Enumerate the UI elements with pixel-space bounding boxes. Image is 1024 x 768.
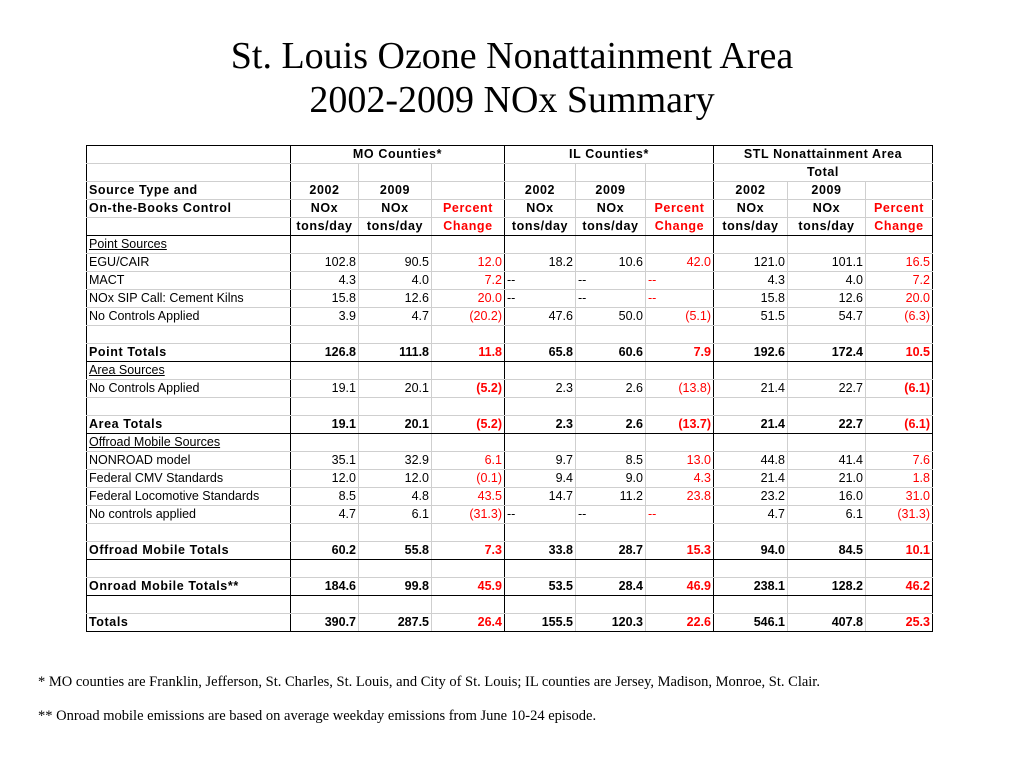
header-cell: 2009 [788,182,866,200]
table-cell [788,434,866,452]
percent-change-cell: 7.3 [432,542,505,560]
header-cell: NOx [359,200,432,218]
percent-change-cell: 7.9 [646,344,714,362]
row-label: Federal Locomotive Standards [87,488,291,506]
table-cell [359,560,432,578]
percent-change-cell: 22.6 [646,614,714,632]
table-cell [866,236,933,254]
value-cell: 22.7 [788,380,866,398]
percent-change-cell: (6.1) [866,416,933,434]
percent-change-cell: (6.1) [866,380,933,398]
table-row [87,380,933,398]
percent-change-cell: (6.3) [866,308,933,326]
value-cell: 12.6 [788,290,866,308]
value-cell: 126.8 [291,344,359,362]
table-cell [646,596,714,614]
table-row [87,524,933,542]
value-cell: 8.5 [576,452,646,470]
table-cell [505,524,576,542]
value-cell: 2.3 [505,416,576,434]
header-cell [87,146,291,164]
header-cell: Change [866,218,933,236]
table-row [87,614,933,632]
header-cell: NOx [576,200,646,218]
value-cell: 6.1 [359,506,432,524]
table-cell [505,434,576,452]
value-cell: 9.7 [505,452,576,470]
header-cell: NOx [291,200,359,218]
value-cell: 60.6 [576,344,646,362]
table-cell [291,560,359,578]
value-cell: 94.0 [714,542,788,560]
table-cell [714,398,788,416]
table-row [87,362,933,380]
value-cell: 155.5 [505,614,576,632]
percent-change-cell: 20.0 [432,290,505,308]
value-cell: 4.7 [291,506,359,524]
table-cell [714,362,788,380]
value-cell: 54.7 [788,308,866,326]
percent-change-cell: 10.1 [866,542,933,560]
value-cell: 53.5 [505,578,576,596]
nox-summary-table [86,145,933,632]
table-cell [714,326,788,344]
value-cell: 2.3 [505,380,576,398]
value-cell: 121.0 [714,254,788,272]
percent-change-cell: (5.2) [432,416,505,434]
header-cell: 2002 [291,182,359,200]
value-cell: 55.8 [359,542,432,560]
value-cell: 21.4 [714,416,788,434]
value-cell: 192.6 [714,344,788,362]
row-label: Point Totals [87,344,291,362]
table-cell [291,326,359,344]
header-row [87,218,933,236]
table-cell [505,560,576,578]
percent-change-cell: 23.8 [646,488,714,506]
percent-change-cell: 12.0 [432,254,505,272]
value-cell: 21.0 [788,470,866,488]
table-cell [359,398,432,416]
table-cell [432,434,505,452]
table-cell [788,398,866,416]
value-cell: -- [576,506,646,524]
table-cell [714,524,788,542]
header-row [87,182,933,200]
percent-change-cell: 45.9 [432,578,505,596]
value-cell: 172.4 [788,344,866,362]
value-cell: 546.1 [714,614,788,632]
value-cell: 102.8 [291,254,359,272]
percent-change-cell: 46.9 [646,578,714,596]
value-cell: 128.2 [788,578,866,596]
percent-change-cell: 6.1 [432,452,505,470]
header-cell [576,164,646,182]
header-label: Source Type and [87,182,291,200]
title-line-1: St. Louis Ozone Nonattainment Area [230,35,794,77]
table-cell [714,434,788,452]
value-cell: 287.5 [359,614,432,632]
header-cell: Percent [432,200,505,218]
value-cell: 4.8 [359,488,432,506]
table-row [87,236,933,254]
value-cell: -- [505,290,576,308]
table-cell [505,398,576,416]
table-cell [291,398,359,416]
value-cell: 21.4 [714,380,788,398]
row-label: Onroad Mobile Totals** [87,578,291,596]
value-cell: 4.7 [714,506,788,524]
table-cell [646,236,714,254]
table-row [87,596,933,614]
value-cell: 35.1 [291,452,359,470]
percent-change-cell: (13.7) [646,416,714,434]
value-cell: 12.6 [359,290,432,308]
table-cell [866,560,933,578]
table-cell [291,236,359,254]
table-cell [788,596,866,614]
table-cell [576,326,646,344]
table-cell [646,362,714,380]
table-cell [576,524,646,542]
table-row [87,578,933,596]
percent-change-cell: -- [646,506,714,524]
table-row [87,560,933,578]
table-cell [359,524,432,542]
header-cell: tons/day [788,218,866,236]
value-cell: 50.0 [576,308,646,326]
value-cell: 8.5 [291,488,359,506]
table-cell [576,362,646,380]
table-row [87,416,933,434]
header-cell: 2009 [576,182,646,200]
table-row [87,488,933,506]
value-cell: 19.1 [291,380,359,398]
header-cell: tons/day [359,218,432,236]
table-cell [505,596,576,614]
table-cell [646,524,714,542]
value-cell: 238.1 [714,578,788,596]
percent-change-cell: 15.3 [646,542,714,560]
value-cell: 11.2 [576,488,646,506]
value-cell: 9.4 [505,470,576,488]
table-cell [291,434,359,452]
header-cell: tons/day [291,218,359,236]
row-label: No Controls Applied [87,380,291,398]
table-cell [432,236,505,254]
value-cell: 184.6 [291,578,359,596]
percent-change-cell: 25.3 [866,614,933,632]
value-cell: 19.1 [291,416,359,434]
table-cell [646,560,714,578]
table-cell [714,596,788,614]
header-cell [291,164,359,182]
header-cell: 2002 [505,182,576,200]
header-row-total [87,164,933,182]
value-cell: 10.6 [576,254,646,272]
header-cell: tons/day [576,218,646,236]
value-cell: 15.8 [291,290,359,308]
table-cell [87,560,291,578]
table-cell [291,362,359,380]
table-cell [576,434,646,452]
header-cell: Percent [646,200,714,218]
percent-change-cell: 16.5 [866,254,933,272]
header-cell: 2009 [359,182,432,200]
header-cell [866,182,933,200]
table-cell [788,524,866,542]
header-cell: Change [646,218,714,236]
percent-change-cell: (5.2) [432,380,505,398]
percent-change-cell: 7.2 [866,272,933,290]
header-cell: NOx [505,200,576,218]
header-cell [432,164,505,182]
table-cell [646,326,714,344]
value-cell: 90.5 [359,254,432,272]
percent-change-cell: 42.0 [646,254,714,272]
value-cell: 99.8 [359,578,432,596]
value-cell: 18.2 [505,254,576,272]
row-label: NOx SIP Call: Cement Kilns [87,290,291,308]
footnote-onroad: ** Onroad mobile emissions are based on average weekday emissions from June 10-24 episode. [38,708,597,724]
table-row [87,344,933,362]
table-cell [866,524,933,542]
table-row [87,308,933,326]
table-cell [87,596,291,614]
table-cell [432,398,505,416]
table-cell [866,434,933,452]
table-row [87,290,933,308]
value-cell: 44.8 [714,452,788,470]
value-cell: 390.7 [291,614,359,632]
percent-change-cell: 31.0 [866,488,933,506]
table-row [87,542,933,560]
value-cell: 3.9 [291,308,359,326]
header-cell [646,164,714,182]
table-cell [866,326,933,344]
value-cell: 6.1 [788,506,866,524]
percent-change-cell: -- [646,272,714,290]
header-row-groups [87,146,933,164]
table-row [87,470,933,488]
table-row [87,452,933,470]
table-cell [291,524,359,542]
row-label: Totals [87,614,291,632]
value-cell: 9.0 [576,470,646,488]
header-cell: Percent [866,200,933,218]
percent-change-cell: 43.5 [432,488,505,506]
value-cell: 20.1 [359,416,432,434]
table-row [87,398,933,416]
value-cell: 111.8 [359,344,432,362]
header-cell: tons/day [714,218,788,236]
header-cell [359,164,432,182]
header-cell: Change [432,218,505,236]
table-cell [291,596,359,614]
table-cell [359,434,432,452]
table-cell [714,560,788,578]
header-cell: NOx [788,200,866,218]
table-cell [788,236,866,254]
table-cell [432,326,505,344]
value-cell: 32.9 [359,452,432,470]
value-cell: 4.3 [291,272,359,290]
table-cell [87,524,291,542]
percent-change-cell: (20.2) [432,308,505,326]
value-cell: 407.8 [788,614,866,632]
section-label: Area Sources [87,362,291,380]
value-cell: 2.6 [576,380,646,398]
header-label: On-the-Books Control [87,200,291,218]
value-cell: 23.2 [714,488,788,506]
value-cell: 28.7 [576,542,646,560]
header-group-il: IL Counties* [505,146,714,164]
value-cell: 16.0 [788,488,866,506]
footnote-counties: * MO counties are Franklin, Jefferson, St. Charles, St. Louis, and City of St. Louis; IL counties are Jersey, Madison, Monroe, St. Clair. [38,674,820,690]
percent-change-cell: 10.5 [866,344,933,362]
value-cell: -- [576,290,646,308]
header-cell [432,182,505,200]
row-label: Offroad Mobile Totals [87,542,291,560]
value-cell: 84.5 [788,542,866,560]
table-cell [359,596,432,614]
table-cell [646,434,714,452]
table-cell [359,326,432,344]
header-cell [646,182,714,200]
percent-change-cell: 7.2 [432,272,505,290]
table-row [87,506,933,524]
value-cell: 21.4 [714,470,788,488]
value-cell: 60.2 [291,542,359,560]
percent-change-cell: 11.8 [432,344,505,362]
value-cell: 4.3 [714,272,788,290]
value-cell: 12.0 [291,470,359,488]
header-group-mo: MO Counties* [291,146,505,164]
table-cell [714,236,788,254]
table-row [87,272,933,290]
table-cell [359,236,432,254]
value-cell: -- [576,272,646,290]
percent-change-cell: -- [646,290,714,308]
percent-change-cell: (13.8) [646,380,714,398]
value-cell: 22.7 [788,416,866,434]
header-row [87,200,933,218]
value-cell: 47.6 [505,308,576,326]
value-cell: 28.4 [576,578,646,596]
value-cell: 14.7 [505,488,576,506]
table-cell [432,560,505,578]
table-cell [866,398,933,416]
value-cell: 33.8 [505,542,576,560]
row-label: Federal CMV Standards [87,470,291,488]
table-cell [866,596,933,614]
table-cell [432,596,505,614]
percent-change-cell: 46.2 [866,578,933,596]
percent-change-cell: (5.1) [646,308,714,326]
table-cell [432,524,505,542]
percent-change-cell: (31.3) [866,506,933,524]
value-cell: 65.8 [505,344,576,362]
title-line-2: 2002-2009 NOx Summary [309,79,715,121]
table-cell [788,362,866,380]
percent-change-cell: 7.6 [866,452,933,470]
row-label: MACT [87,272,291,290]
table-cell [646,398,714,416]
header-cell [505,164,576,182]
row-label: No Controls Applied [87,308,291,326]
value-cell: 51.5 [714,308,788,326]
table-row [87,434,933,452]
section-label: Point Sources [87,236,291,254]
percent-change-cell: 20.0 [866,290,933,308]
table-cell [505,362,576,380]
value-cell: 101.1 [788,254,866,272]
table-cell [432,362,505,380]
page-title [0,34,1024,122]
table-row [87,326,933,344]
table-cell [505,236,576,254]
header-group-stl: STL Nonattainment Area [714,146,933,164]
table-cell [359,362,432,380]
table-row [87,254,933,272]
header-cell: NOx [714,200,788,218]
value-cell: 120.3 [576,614,646,632]
header-label [87,218,291,236]
value-cell: 2.6 [576,416,646,434]
row-label: EGU/CAIR [87,254,291,272]
header-cell: tons/day [505,218,576,236]
value-cell: -- [505,506,576,524]
table-body [87,146,933,632]
value-cell: 41.4 [788,452,866,470]
value-cell: 20.1 [359,380,432,398]
percent-change-cell: 26.4 [432,614,505,632]
value-cell: 15.8 [714,290,788,308]
table-cell [576,398,646,416]
percent-change-cell: (31.3) [432,506,505,524]
value-cell: 4.0 [788,272,866,290]
table-cell [505,326,576,344]
header-group-total: Total [714,164,933,182]
table-cell [788,560,866,578]
percent-change-cell: 13.0 [646,452,714,470]
table-cell [866,362,933,380]
table-cell [87,326,291,344]
table-cell [576,236,646,254]
section-label: Offroad Mobile Sources [87,434,291,452]
row-label: NONROAD model [87,452,291,470]
value-cell: -- [505,272,576,290]
percent-change-cell: (0.1) [432,470,505,488]
value-cell: 12.0 [359,470,432,488]
row-label: Area Totals [87,416,291,434]
percent-change-cell: 4.3 [646,470,714,488]
percent-change-cell: 1.8 [866,470,933,488]
table-cell [576,596,646,614]
header-cell [87,164,291,182]
row-label: No controls applied [87,506,291,524]
value-cell: 4.0 [359,272,432,290]
table-cell [87,398,291,416]
value-cell: 4.7 [359,308,432,326]
table-cell [788,326,866,344]
table-cell [576,560,646,578]
header-cell: 2002 [714,182,788,200]
